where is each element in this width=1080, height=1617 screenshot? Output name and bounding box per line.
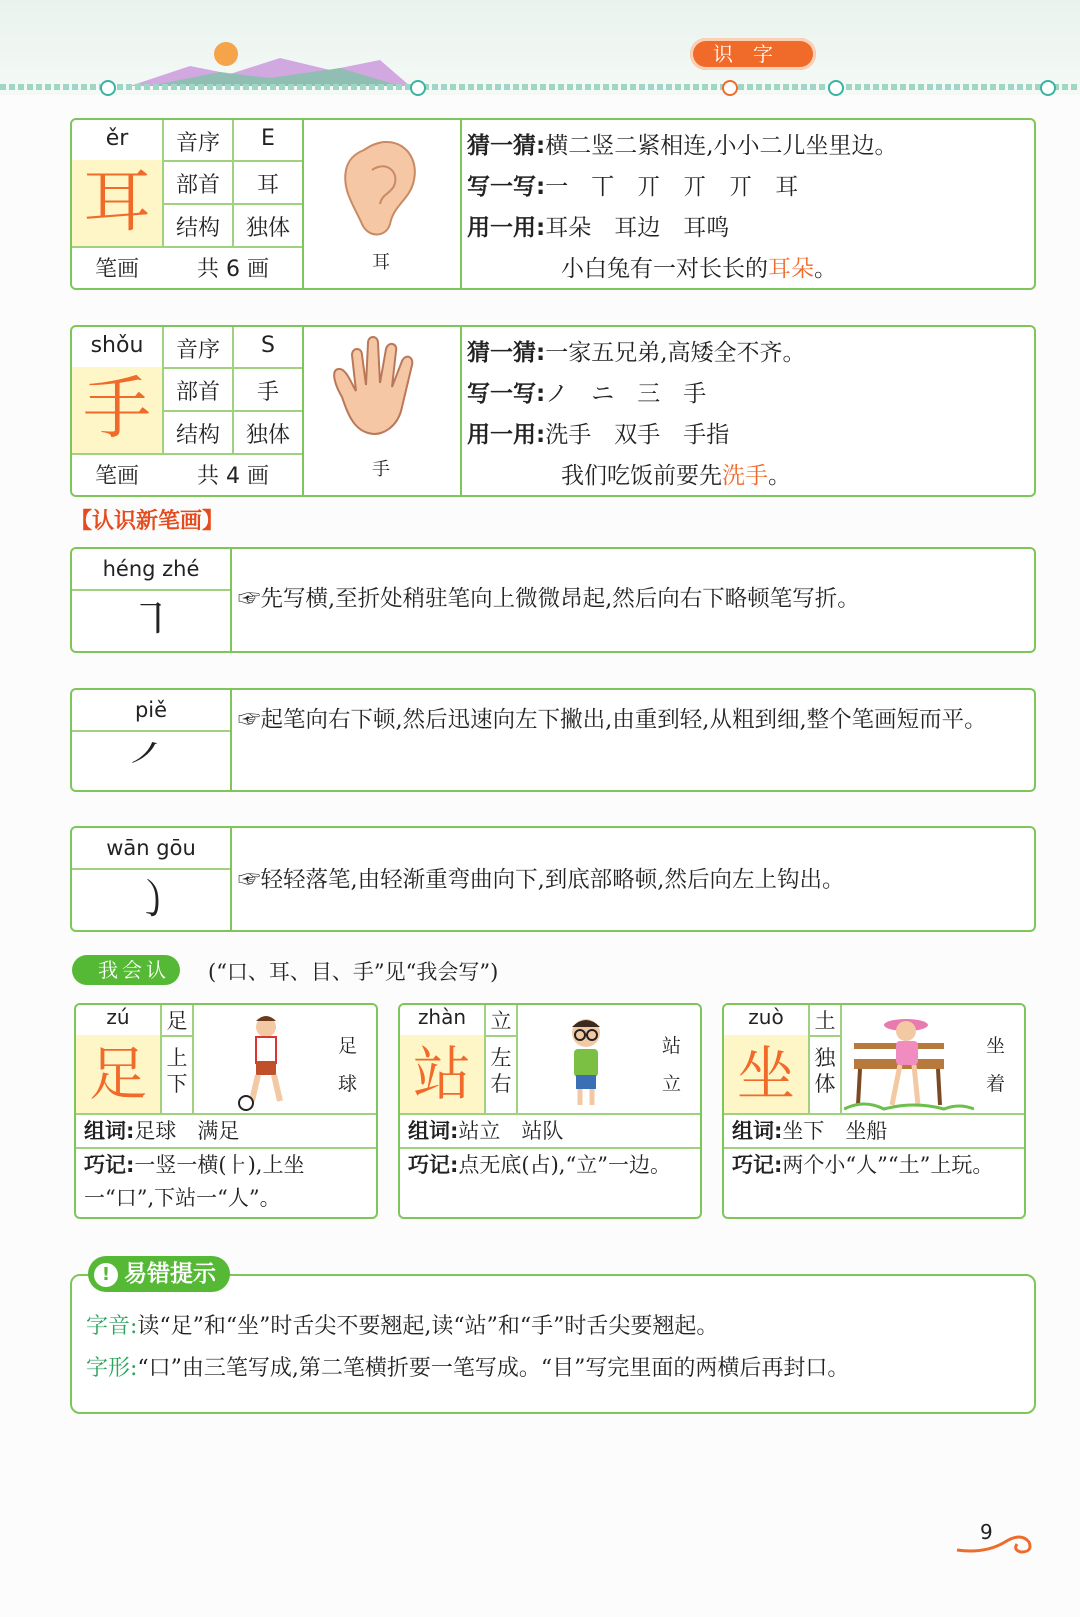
guess-label: 猜一猜: (467, 340, 546, 366)
write-label: 写一写: (467, 381, 546, 407)
label-jiegou: 结构 (175, 216, 220, 241)
label-bihua: 笔画 (94, 257, 139, 282)
label-bushou: 部首 (175, 380, 220, 405)
example-sentence: 我们吃饭前要先洗手。 (561, 463, 791, 489)
stroke-pinyin: wān gōu (72, 828, 230, 870)
char-card-er (70, 118, 1036, 290)
stroke-glyph: ㇒ (129, 735, 173, 786)
divider-dot (828, 80, 844, 96)
riddle: 一家五兄弟,高矮全不齐。 (545, 340, 806, 366)
ear-illustration (302, 120, 462, 288)
big-character: 坐 (724, 1035, 808, 1113)
header-divider (0, 84, 1080, 90)
soccer-boy-icon (196, 1009, 326, 1111)
example-sentence: 小白兔有一对长长的耳朵。 (561, 256, 837, 282)
word-group: 组词:足球 满足 (84, 1119, 240, 1143)
label-bushou: 部首 (175, 173, 220, 198)
label-bihua: 笔画 (94, 464, 139, 489)
ear-icon (302, 120, 460, 250)
sitting-girl-bench-icon (844, 1009, 974, 1111)
riddle: 横二竖二紧相连,小小二儿坐里边。 (545, 133, 898, 159)
char-card-shou (70, 325, 1036, 497)
swirl-decoration (955, 1528, 1035, 1558)
stroke-card-wangou (70, 826, 1036, 932)
word-group: 组词:坐下 坐船 (732, 1119, 888, 1143)
hand-icon (302, 327, 460, 457)
value-jiegou: 独体 (245, 216, 290, 241)
structure: 上下 (166, 1046, 188, 1096)
big-character: 耳 (72, 160, 162, 246)
recognize-card-zuo (722, 1003, 1026, 1219)
value-bihua: 共 4 画 (197, 464, 269, 489)
stroke-order: 一 丅 丌 丌 丌 耳 (545, 174, 799, 200)
radical: 立 (490, 1009, 512, 1033)
stroke-description: ☞先写横,至折处稍驻笔向上微微昂起,然后向右下略顿笔写折。 (238, 586, 860, 612)
pinyin: ěr (105, 126, 129, 151)
stroke-description: ☞轻轻落笔,由轻渐重弯曲向下,到底部略顿,然后向左上钩出。 (238, 867, 845, 893)
recognize-card-zu (74, 1003, 378, 1219)
recognize-card-zhan (398, 1003, 702, 1219)
divider-dot (722, 80, 738, 96)
big-character: 足 (76, 1035, 160, 1113)
value-yinxu: S (261, 333, 275, 358)
divider-dot (1040, 80, 1056, 96)
char-usage (467, 333, 806, 497)
radical: 足 (166, 1009, 188, 1033)
stroke-glyph: ㇁ (129, 874, 173, 925)
use-label: 用一用: (467, 215, 546, 241)
hand-illustration (302, 327, 462, 495)
memory-tip: 巧记:两个小“人”“土”上玩。 (732, 1153, 994, 1177)
stroke-order: ノ ニ 三 手 (545, 381, 707, 407)
word-list: 洗手 双手 手指 (545, 422, 730, 448)
image-caption: 站立 (662, 1035, 682, 1095)
standing-boy-icon (520, 1009, 650, 1111)
label-yinxu: 音序 (175, 131, 220, 156)
tips-badge: ! 易错提示 (88, 1256, 230, 1292)
pinyin: zú (106, 1005, 130, 1029)
label-yinxu: 音序 (175, 338, 220, 363)
char-info-table (72, 327, 304, 495)
structure: 左右 (490, 1046, 512, 1096)
pinyin: shǒu (90, 333, 144, 358)
stroke-pinyin: piě (72, 690, 230, 732)
wohuiren-badge: 我会认 (72, 955, 180, 985)
stroke-glyph: ㇕ (129, 595, 173, 646)
common-mistakes-box (70, 1274, 1036, 1414)
mountain-decoration (130, 40, 410, 90)
char-info-table (72, 120, 304, 288)
radical: 土 (814, 1009, 836, 1033)
word-group: 组词:站立 站队 (408, 1119, 564, 1143)
tip-pronunciation: 字音:读“足”和“坐”时舌尖不要翘起,读“站”和“手”时舌尖要翘起。 (86, 1314, 719, 1339)
pinyin: zhàn (417, 1005, 467, 1029)
page-number: 9 (980, 1520, 993, 1544)
big-character: 手 (72, 367, 162, 453)
tip-glyph-shape: 字形:“口”由三笔写成,第二笔横折要一笔写成。“目”写完里面的两横后再封口。 (86, 1356, 850, 1381)
stroke-pinyin: héng zhé (72, 549, 230, 591)
word-list: 耳朵 耳边 耳鸣 (545, 215, 730, 241)
divider-dot (410, 80, 426, 96)
use-label: 用一用: (467, 422, 546, 448)
value-bihua: 共 6 画 (197, 257, 269, 282)
memory-tip: 巧记:点无底(占),“立”一边。 (408, 1153, 671, 1177)
pinyin: zuò (748, 1005, 784, 1029)
stroke-description: ☞起笔向右下顿,然后迅速向左下撇出,由重到轻,从粗到细,整个笔画短而平。 (238, 707, 987, 733)
divider-dot (100, 80, 116, 96)
value-bushou: 手 (256, 380, 279, 405)
label-jiegou: 结构 (175, 423, 220, 448)
image-caption: 足球 (338, 1035, 358, 1095)
value-yinxu: E (261, 126, 275, 151)
exclamation-icon: ! (94, 1263, 118, 1287)
image-caption: 手 (372, 459, 390, 480)
stroke-card-hengzhe (70, 547, 1036, 653)
memory-tip: 巧记:一竖一横(⺊),上坐一“口”,下站一“人”。 (84, 1153, 305, 1210)
stroke-card-pie (70, 688, 1036, 792)
write-label: 写一写: (467, 174, 546, 200)
structure: 独体 (814, 1046, 836, 1096)
value-bushou: 耳 (256, 173, 279, 198)
big-character: 站 (400, 1035, 484, 1113)
guess-label: 猜一猜: (467, 133, 546, 159)
section-tab: 识字 (690, 38, 816, 70)
image-caption: 耳 (372, 252, 390, 273)
char-usage (467, 126, 898, 290)
wohuiren-note: (“口、耳、目、手”见“我会写”) (208, 960, 499, 984)
value-jiegou: 独体 (245, 423, 290, 448)
image-caption: 坐着 (986, 1035, 1006, 1095)
section-title-new-strokes: 【认识新笔画】 (70, 509, 225, 534)
